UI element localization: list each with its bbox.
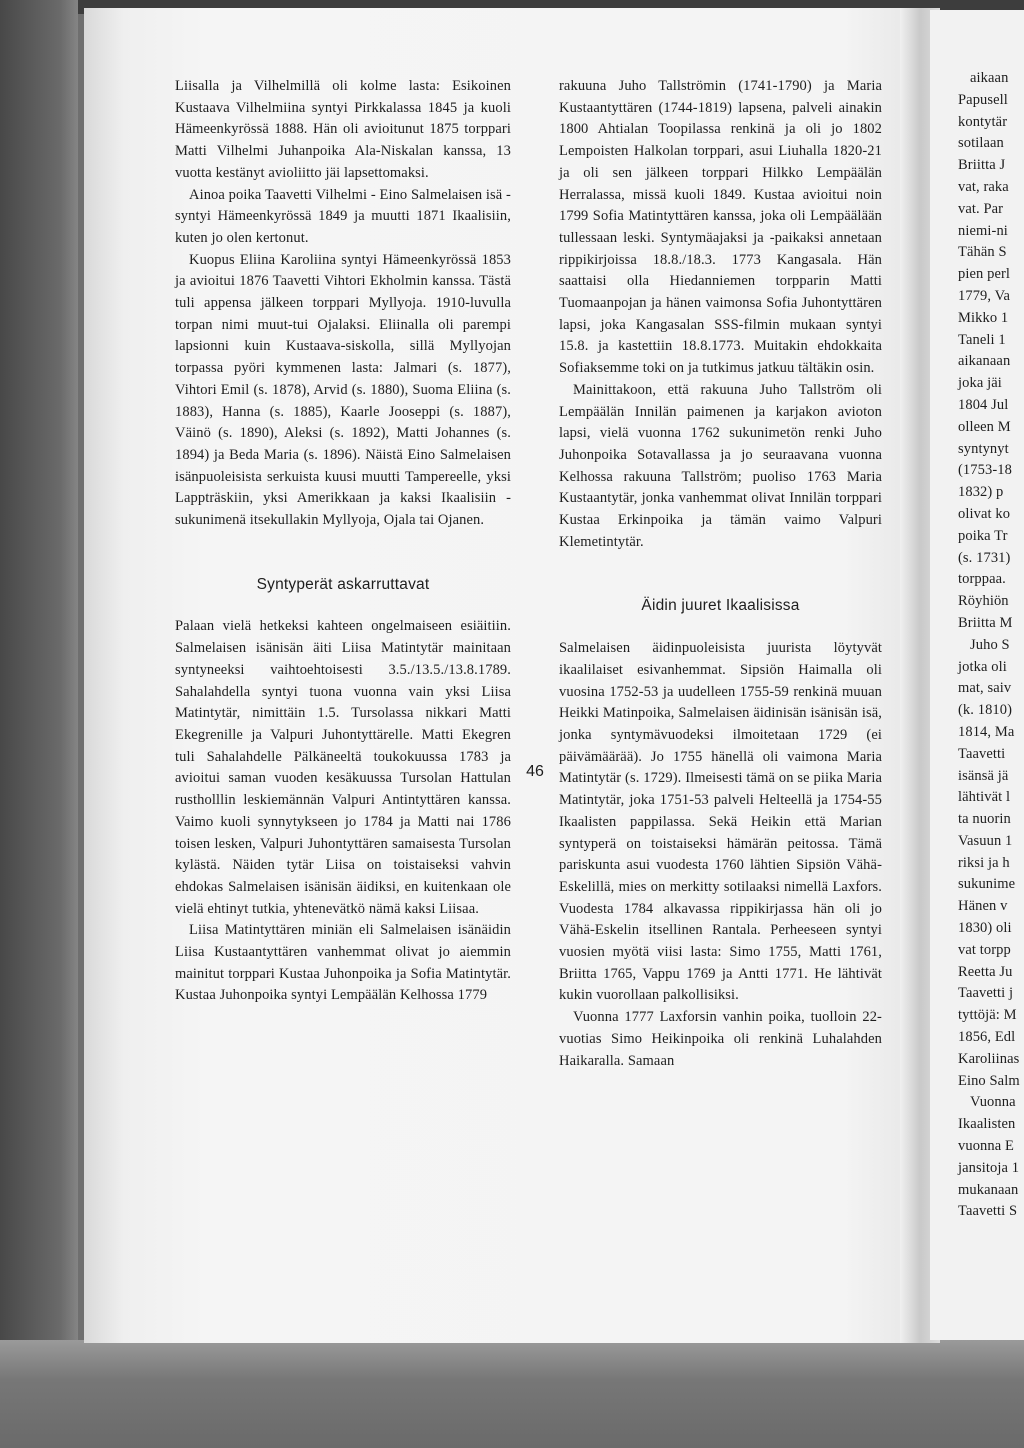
- scan-border-left: [0, 0, 78, 1448]
- scan-border-bottom: [0, 1340, 1024, 1448]
- text-fragment-line: olivat ko: [958, 505, 1011, 522]
- text-fragment-line: torppaa.: [958, 571, 1006, 588]
- text-fragment-line: Tähän S: [958, 244, 1007, 261]
- left-text-column: [175, 76, 511, 1007]
- text-fragment-line: vat. Par: [958, 200, 1004, 217]
- text-fragment-line: 1856, Edl: [958, 1029, 1016, 1046]
- paragraph: Kuopus Eliina Karoliina syntyi Hämeenkyrössä 1853 ja avioitui 1876 Taavetti Vihtori Ekholmin kanssa. Tästä tuli appensa jälkeen torppari Myllyoja. 1910-luvulla torpan nimi muut-tui Ojalaksi. Eliinalla oli parempi lapsionni kuin Kustaava-siskolla, sillä Myllyojan torpassa pyöri kymmenen lasta: Jalmari (s. 1877), Vihtori Emil (s. 1878), Arvid (s. 1880), Suoma Eliina (s. 1883), Hanna (s. 1885), Kaarle Jooseppi (s. 1887), Väinö (s. 1890), Aleksi (s. 1892), Matti Johannes (s. 1894) ja Beda Maria (s. 1896). Näistä Eino Salmelaisen isänpuoleisista serkuista kuusi muutti Tampereelle, yksi Lappträskiin, yksi Amerikkaan ja kaksi Ikaalisiin - sukunimenä itsekullakin Myllyoja, Ojala tai Ojanen.: [175, 251, 511, 529]
- text-fragment-line: Briitta J: [958, 157, 1006, 174]
- text-fragment-line: 1779, Va: [958, 287, 1011, 304]
- paragraph: Mainittakoon, että rakuuna Juho Tallström oli Lempäälän Innilän paimenen ja karjakon avioton lapsi, vielä vuonna 1762 sukunimetön renki Juho Juhonpoika Sotavallassa ja jo seuraavana vuonna Kelhossa rakuuna Tallström; puoliso 1763 Maria Kustaantytär, jonka vanhemmat olivat Innilän torppari Kustaa Erkinpoika ja tämän vaimo Valpuri Klemetintytär.: [559, 381, 882, 550]
- text-fragment-line: Karoliinas: [958, 1050, 1020, 1067]
- text-fragment-line: Vuonna: [970, 1094, 1016, 1111]
- text-fragment-line: ta nuorin: [958, 811, 1011, 828]
- text-fragment-line: mat, saiv: [958, 680, 1012, 697]
- text-fragment-line: sukunime: [958, 876, 1016, 893]
- text-fragment-line: Ikaalisten: [958, 1116, 1016, 1133]
- text-fragment-line: isänsä jä: [958, 767, 1009, 784]
- text-fragment-line: Vasuun 1: [958, 832, 1013, 849]
- text-fragment-line: (s. 1731): [958, 549, 1011, 566]
- section-heading: Syntyperät askarruttavat: [256, 575, 430, 593]
- text-fragment-line: lähtivät l: [958, 789, 1011, 806]
- text-fragment-line: vat, raka: [958, 178, 1009, 195]
- text-fragment-line: poika Tr: [958, 527, 1008, 544]
- text-fragment-line: 1814, Ma: [958, 723, 1015, 740]
- paragraph: Vuonna 1777 Laxforsin vanhin poika, tuolloin 22-vuotias Simo Heikinpoika oli renkinä Luhalahden Haikaralla. Samaan: [559, 1009, 882, 1069]
- paragraph: Palaan vielä hetkeksi kahteen ongelmaiseen esiäitiin. Salmelaisen isänisän äiti Liisa Matintytär mainitaan syntyneeksi vaihtoehtoisesti 3.5./13.5./13.8.1789. Sahalahdella syntyi tuona vuonna vain yksi Liisa Matintytär, nimittäin 1.5. Tursolassa nikkari Matti Ekegrenille ja Valpuri Juhontyttärelle. Matti Ekegren tuli Sahalahdelle Pälkäneeltä toukokuussa 1783 ja avioitui saman vuoden kesäkuussa Tursolan Hattulan rustholllin leskiemännän Valpuri Antintyttären kanssa. Vaimo kuoli synnytykseen jo 1784 ja Matti nai 1786 toisen lesken, Valpuri Juhontyttären samaisesta Tursolan kylästä. Näiden tytär Liisa on toistaiseksi vahvin ehdokas Salmelaisen isänisän äidiksi, en kuitenkaan ole vielä ehtinyt tutkia, yhtenevätkö nämä kaksi Liisaa.: [175, 618, 511, 917]
- text-fragment-line: jotka oli: [958, 658, 1007, 675]
- text-fragment-line: Taavetti j: [958, 985, 1014, 1002]
- text-fragment-line: aikaan: [970, 70, 1009, 86]
- text-fragment-line: Mikko 1: [958, 309, 1009, 326]
- text-fragment-line: riksi ja h: [958, 854, 1010, 871]
- paragraph: Liisalla ja Vilhelmillä oli kolme lasta: Esikoinen Kustaava Vilhelmiina syntyi Pirkkalassa 1845 ja kuoli Hämeenkyrössä 1888. Hän oli avioitunut 1875 torppari Matti Vilhelmi Juhanpoika Ala-Niskalan kanssa, 13 vuotta kestänyt avioliitto jäi lapsettomaksi.: [175, 78, 511, 181]
- text-fragment-line: jansitoja 1: [958, 1159, 1020, 1176]
- paragraph: Salmelaisen äidinpuoleisista juurista löytyvät ikaalilaiset esivanhemmat. Sipsiön Haimalla oli vuosina 1752-53 ja uudelleen 1755-59 renkinä muuan Heikki Matinpoika, Salmelaisen äidinisän isänisän isä, jonka syntymävuodeksi ilmoitetaan 1729 (ei päivämäärää). Jo 1755 hänellä oli vaimona Maria Matintytär (s. 1729). Ilmeisesti tämä on se piika Maria Matintytär, joka 1751-53 palveli Helteellä ja 1754-55 Ikaalisten pappilassa. Sekä Heikin että Marian syntyperä on toistaiseksi hämärän peitossa. Tämä pariskunta asui vuodesta 1760 lähtien Sipsiön Vähä-Eskelillä, mies on merkitty sotilaaksi nimellä Laxfors. Vuodesta 1784 alkavassa rippikirjassa hän oli jo Vähä-Eskelin itsellinen Rantala. Perheeseen syntyi vuosien myötä viisi lasta: Simo 1755, Matti 1761, Briitta 1765, Vappu 1769 ja Antti 1771. He lähtivät kukin vuorollaan palkollisiksi.: [559, 640, 882, 1004]
- middle-text-column: [559, 76, 882, 1072]
- text-fragment-line: vuonna E: [958, 1138, 1014, 1155]
- text-fragment-line: vat torpp: [958, 941, 1011, 958]
- text-fragment-line: aikanaan: [958, 353, 1011, 370]
- text-fragment-line: Papusell: [958, 91, 1008, 108]
- text-fragment-line: 1832) p: [958, 484, 1004, 501]
- text-fragment-line: niemi-ni: [958, 222, 1008, 239]
- page-number: 46: [526, 763, 544, 780]
- text-fragment-line: (k. 1810): [958, 702, 1013, 719]
- text-fragment-line: joka jäi: [958, 375, 1002, 392]
- text-fragment-line: 1804 Jul: [958, 396, 1009, 413]
- text-fragment-line: Taavetti: [958, 745, 1006, 762]
- text-fragment-line: syntynyt: [958, 440, 1009, 457]
- text-fragment-line: mukanaan: [958, 1181, 1019, 1198]
- text-fragment-line: Briitta M: [958, 614, 1013, 631]
- text-fragment-line: Eino Salm: [958, 1072, 1020, 1089]
- paragraph: rakuuna Juho Tallströmin (1741-1790) ja Maria Kustaantyttären (1744-1819) lapsena, palveli ainakin 1800 Ahtialan Toopilassa renkinä ja oli jo 1802 Lempoisten Halkolan torppari, asui Liuhalla 1820-21 ja oli sen jälkeen torppari Hilkko Lempäälän Herralassa, missä kuoli 1849. Kustaa avioitui noin 1799 Sofia Matintyttären kanssa, joka oli Lempäälään tullessaan leski. Syntymäajaksi ja -paikaksi annetaan rippikirjoissa 18.8./18.3. 1773 Kangasala. Hän saattaisi olla Hiedanniemen torpparin Matti Tuomaanpojan ja hänen vaimonsa Sofia Juhontyttären lapsi, joka Kangasalan SSS-filmin mukaan syntyi 15.8. ja kastettiin 18.8.1773. Muitakin ehdokkaita Sofiaksemme toki on ja tutkimus jatkuu tältäkin osin.: [559, 78, 882, 377]
- text-fragment-line: Taneli 1: [958, 331, 1006, 348]
- text-fragment-line: Juho S: [970, 636, 1010, 653]
- text-fragment-line: sotilaan: [958, 135, 1004, 152]
- text-fragment-line: Reetta Ju: [958, 963, 1013, 980]
- text-fragment-line: Taavetti S: [958, 1203, 1018, 1220]
- text-fragment-line: Hänen v: [958, 898, 1008, 915]
- text-fragment-line: kontytär: [958, 113, 1008, 130]
- text-fragment-line: pien perl: [958, 266, 1011, 283]
- text-fragment-line: olleen M: [958, 418, 1011, 435]
- paragraph: Ainoa poika Taavetti Vilhelmi - Eino Salmelaisen isä -syntyi Hämeenkyrössä 1849 ja muutti 1871 Ikaalisiin, kuten jo olen kertonut.: [175, 186, 511, 246]
- text-fragment-line: tyttöjä: M: [958, 1007, 1017, 1024]
- section-heading: Äidin juuret Ikaalisissa: [641, 597, 800, 615]
- text-fragment-line: (1753-18: [958, 462, 1012, 479]
- paragraph: Liisa Matintyttären miniän eli Salmelaisen isänäidin Liisa Kustaantyttären vanhemmat olivat jo aiemmin mainitut torppari Kustaa Juhonpoika ja Sofia Matintytär. Kustaa Juhonpoika syntyi Lempäälän Kelhossa 1779: [175, 922, 511, 1004]
- text-fragment-line: 1830) oli: [958, 920, 1012, 937]
- right-page-text-fragments: [958, 68, 1024, 1223]
- text-fragment-line: Röyhiön: [958, 593, 1009, 610]
